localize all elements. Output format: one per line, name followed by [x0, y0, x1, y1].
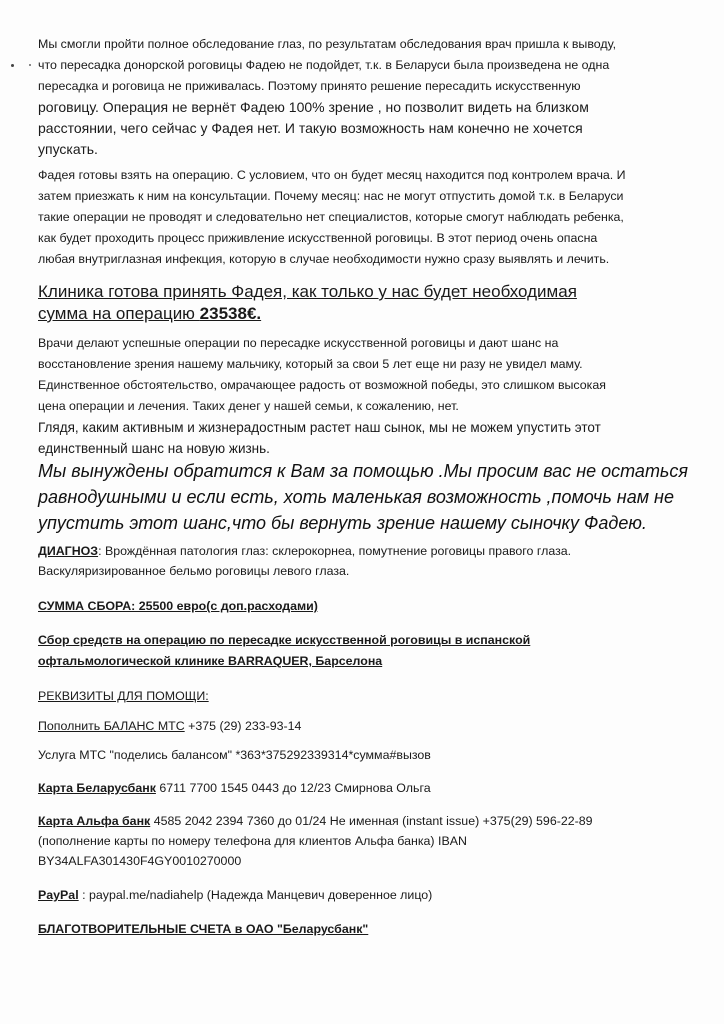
diagnosis-label: ДИАГНОЗ — [38, 544, 99, 558]
paragraph-conditions: Фадея готовы взять на операцию. С условием, что он будет месяц находится под контролем врача. И затем приезжать к ним на консультации. Почему месяц: нас не могут отпустить домой т.к. в Беларуси такие операции не проводят и следовательно нет специалистов, которые смогут наблюдать ребенка, как будет проходить процесс приживление искусственной роговицы. В этот период очень опасна любая внутриглазная инфекция, которую в случае необходимости нужно сразу выявлять и лечить. — [38, 168, 626, 266]
appeal-paragraph: Мы вынуждены обратится к Вам за помощью .Мы просим вас не остаться равнодушными и если есть, хоть маленькая возможность ,помочь нам не упустить этот шанс,что бы вернуть зрение нашему сыночку Фадею. — [38, 461, 689, 533]
paypal-label: PayPal — [38, 888, 79, 902]
scan-speck — [11, 64, 14, 67]
scan-speck — [29, 64, 31, 66]
alfabank-card-row: Карта Альфа банк 4585 2042 2394 7360 до 01/24 Не именная (instant issue) +375(29) 596-22-89 (пополнение карты по номеру телефона для клиентов Альфа банка) IBAN BY34ALFA301430F4GY0010270000 — [38, 814, 593, 868]
payment-details-heading: РЕКВИЗИТЫ ДЛЯ ПОМОЩИ: — [38, 689, 209, 703]
alfabank-label: Карта Альфа банк — [38, 814, 151, 828]
mts-balance-label: Пополнить БАЛАНС МТС — [38, 719, 185, 733]
belarusbank-label: Карта Беларусбанк — [38, 781, 156, 795]
operation-amount: 23538€. — [199, 304, 262, 323]
fundraising-purpose: Сбор средств на операцию по пересадке искусственной роговицы в испанской офтальмологической клинике BARRAQUER, Барселона — [38, 633, 531, 668]
belarusbank-card-row: Карта Беларусбанк 6711 7700 1545 0443 до 12/23 Смирнова Ольга — [38, 781, 431, 795]
paragraph-doctors: Врачи делают успешные операции по пересадке искусственной роговицы и дают шанс на восстановление зрения нашему мальчику, который за свои 5 лет еще ни разу не увидел маму. Единственное обстоятельство, омрачающее радость от возможной победы, это слишком высокая цена операции и лечения. Таких денег у нашей семьи, к сожалению, нет. Глядя, каким активным и жизнерадостным растет наш сынок, мы не можем упустить этот единственный шанс на новую жизнь. — [38, 336, 606, 456]
mts-share-service: Услуга МТС "поделись балансом" *363*375292339314*сумма#вызов — [38, 748, 431, 762]
paragraph-examination: Мы смогли пройти полное обследование глаз, по результатам обследования врач пришла к выводу, что пересадка донорской роговицы Фадею не подойдет, т.к. в Беларуси была произведена не одна пересадка и роговица не приживалась. Поэтому принято решение пересадить искусственную роговицу. Операция не вернёт Фадею 100% зрение , но позволит видеть на близком расстоянии, чего сейчас у Фадея нет. И такую возможность нам конечно не хочется упускать. — [38, 37, 617, 157]
fundraising-total: СУММА СБОРА: 25500 евро(с доп.расходами) — [38, 599, 318, 613]
mts-balance-row: Пополнить БАЛАНС МТС +375 (29) 233-93-14 — [38, 719, 302, 733]
charity-accounts-heading: БЛАГОТВОРИТЕЛЬНЫЕ СЧЕТА в ОАО "Беларусбанк" — [38, 922, 369, 936]
diagnosis-section: ДИАГНОЗ: Врождённая патология глаз: склерокорнеа, помутнение роговицы правого глаза. Васкуляризированное бельмо роговицы левого глаза. — [38, 544, 572, 578]
paypal-row: PayPal : paypal.me/nadiahelp (Надежда Манцевич доверенное лицо) — [38, 888, 433, 902]
clinic-heading: Клиника готова принять Фадея, как только у нас будет необходимая сумма на операцию 23538€. — [38, 282, 577, 323]
